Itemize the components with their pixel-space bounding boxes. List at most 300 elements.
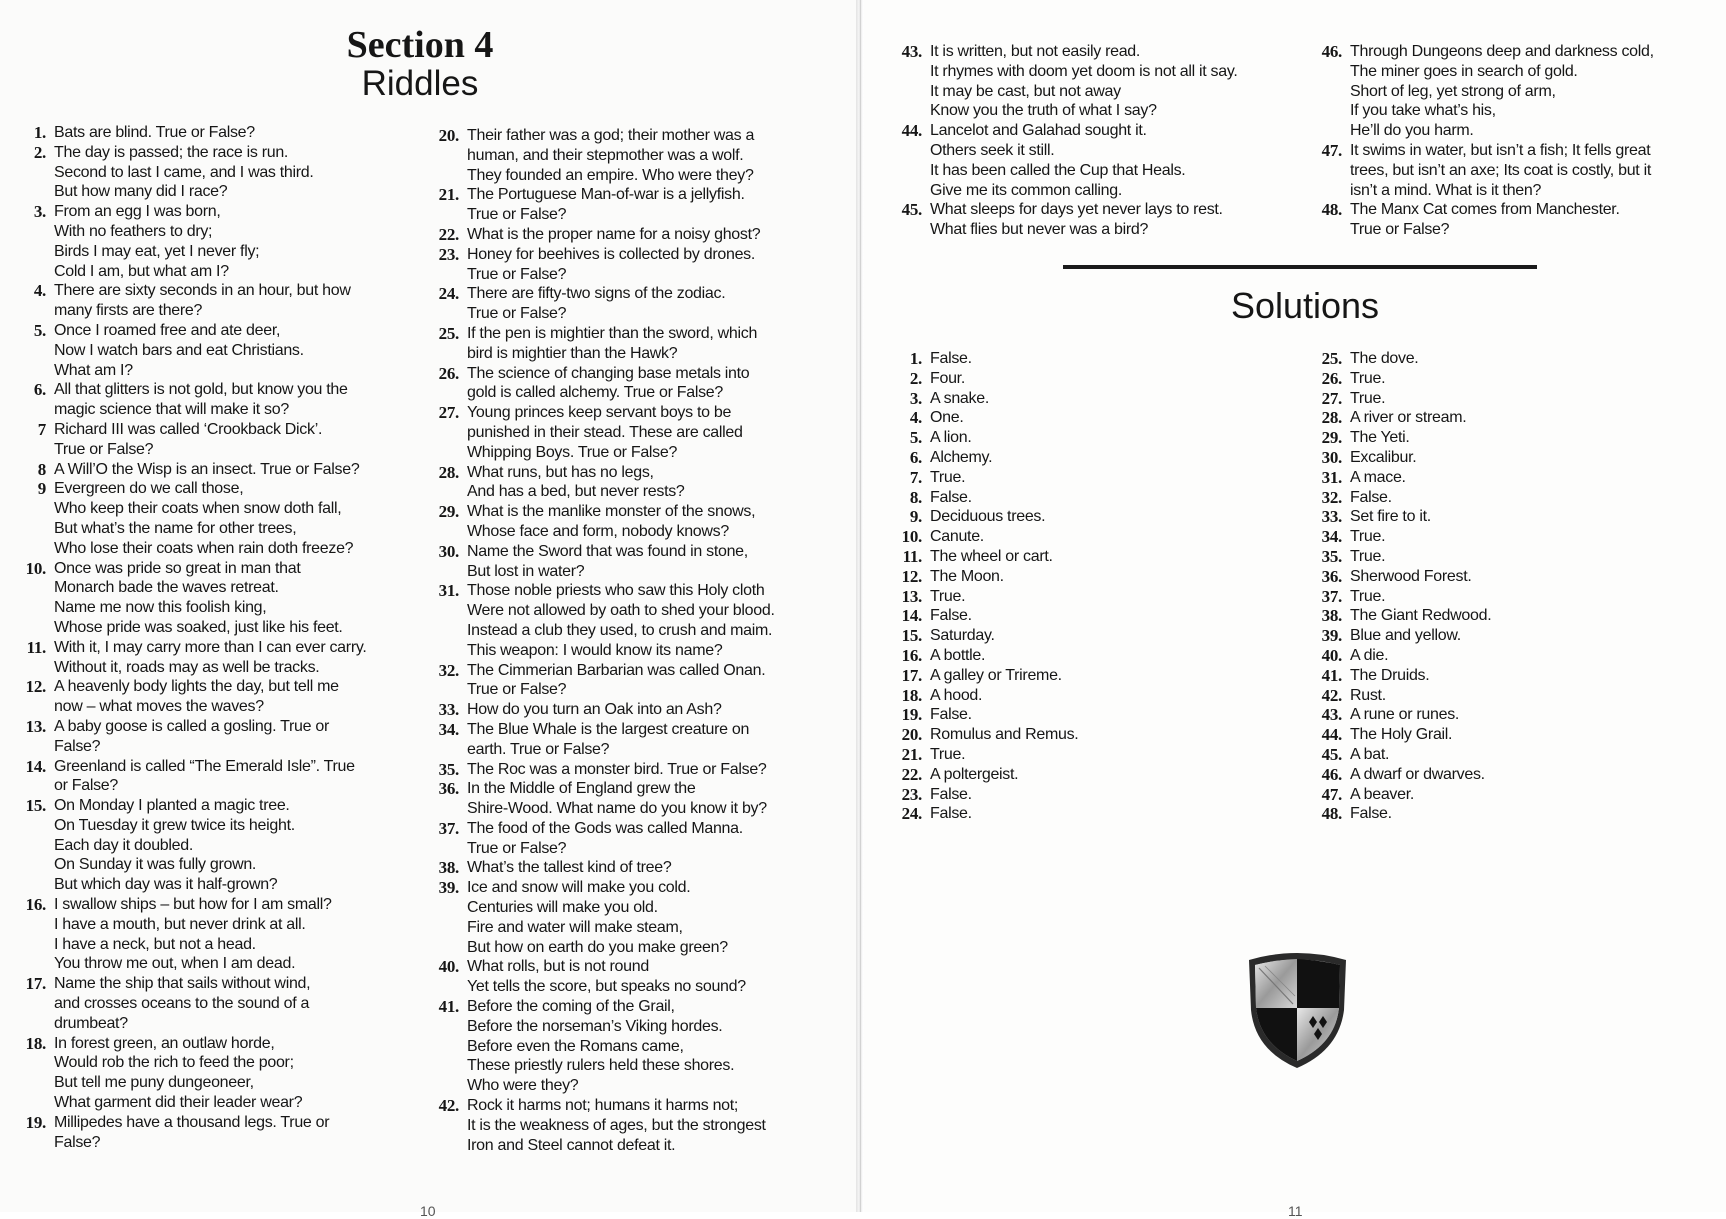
solution-number: 43. bbox=[1321, 705, 1342, 725]
solution-item bbox=[1306, 408, 1606, 428]
solution-number: 31. bbox=[1321, 467, 1342, 487]
solution-item bbox=[1306, 804, 1606, 824]
solution-text: True. bbox=[1350, 369, 1386, 387]
solution-number: 25. bbox=[1321, 349, 1342, 368]
solution-number: 13. bbox=[901, 586, 922, 606]
riddle-item bbox=[1306, 42, 1706, 141]
solution-text: The Druids. bbox=[1350, 666, 1430, 684]
section-title: Section 4 bbox=[346, 24, 494, 66]
solution-number: 23. bbox=[901, 784, 922, 804]
solution-number: 8. bbox=[909, 487, 922, 507]
solution-number: 32. bbox=[1321, 487, 1342, 507]
solution-item bbox=[886, 507, 1186, 527]
solution-text: A die. bbox=[1350, 646, 1389, 664]
riddle-item bbox=[425, 225, 825, 245]
riddle-number: 1. bbox=[33, 123, 46, 142]
riddle-number: 41. bbox=[438, 997, 459, 1017]
riddle-text: Richard III was called ‘Crookback Dick’. True or False? bbox=[54, 420, 323, 458]
riddle-item bbox=[425, 126, 825, 185]
solution-number: 4. bbox=[909, 408, 922, 428]
solution-item bbox=[886, 369, 1186, 389]
solution-number: 18. bbox=[901, 685, 922, 705]
riddle-text: Name the Sword that was found in stone, But lost in water? bbox=[467, 542, 748, 580]
riddle-text: Millipedes have a thousand legs. True or False? bbox=[54, 1113, 330, 1151]
solution-number: 41. bbox=[1321, 665, 1342, 685]
solution-text: Romulus and Remus. bbox=[930, 726, 1079, 744]
solution-text: One. bbox=[930, 409, 964, 427]
riddle-item bbox=[1306, 200, 1706, 240]
solution-item bbox=[886, 488, 1186, 508]
riddle-text: Once was pride so great in man that Monarch bade the waves retreat. Name me now this foolish king, Whose pride was soaked, just like his feet. bbox=[54, 559, 343, 636]
solution-item bbox=[886, 745, 1186, 765]
solution-item bbox=[1306, 527, 1606, 547]
riddle-item bbox=[425, 463, 825, 503]
solution-number: 3. bbox=[909, 388, 922, 408]
solution-number: 22. bbox=[901, 764, 922, 784]
riddle-number: 3. bbox=[33, 202, 46, 222]
riddle-number: 23. bbox=[438, 244, 459, 264]
solution-text: True. bbox=[930, 745, 966, 763]
riddle-number: 25. bbox=[438, 323, 459, 343]
riddles-column-4 bbox=[1306, 42, 1706, 240]
solution-number: 33. bbox=[1321, 507, 1342, 527]
solution-text: True. bbox=[1350, 528, 1386, 546]
solution-number: 10. bbox=[901, 527, 922, 547]
solution-item bbox=[886, 626, 1186, 646]
solution-item bbox=[886, 468, 1186, 488]
riddle-item bbox=[886, 42, 1276, 121]
solution-text: Alchemy. bbox=[930, 448, 993, 466]
solution-number: 35. bbox=[1321, 546, 1342, 566]
riddle-item bbox=[425, 997, 825, 1096]
page-number-left: 10 bbox=[420, 1203, 436, 1219]
solution-text: A snake. bbox=[930, 389, 989, 407]
solution-item bbox=[1306, 725, 1606, 745]
riddle-text: All that glitters is not gold, but know you the magic science that will make it so? bbox=[54, 381, 348, 419]
riddles-column-1 bbox=[12, 123, 392, 1152]
riddle-number: 18. bbox=[25, 1033, 46, 1053]
solution-text: Rust. bbox=[1350, 686, 1386, 704]
riddle-text: A heavenly body lights the day, but tell me now – what moves the waves? bbox=[54, 678, 339, 716]
solution-number: 5. bbox=[909, 428, 922, 448]
solution-text: A rune or runes. bbox=[1350, 706, 1460, 724]
riddle-number: 45. bbox=[901, 200, 922, 220]
riddle-number: 16. bbox=[25, 895, 46, 915]
solution-text: Sherwood Forest. bbox=[1350, 567, 1472, 585]
riddle-item bbox=[425, 284, 825, 324]
riddle-item bbox=[12, 677, 392, 717]
riddle-item bbox=[12, 321, 392, 380]
riddle-text: Honey for beehives is collected by drones. True or False? bbox=[467, 245, 756, 283]
riddle-text: How do you turn an Oak into an Ash? bbox=[467, 701, 722, 719]
solution-item bbox=[886, 408, 1186, 428]
riddle-text: What’s the tallest kind of tree? bbox=[467, 859, 672, 877]
solution-text: A poltergeist. bbox=[930, 765, 1019, 783]
solution-text: False. bbox=[930, 350, 972, 367]
solution-text: A hood. bbox=[930, 686, 983, 704]
riddle-text: Ice and snow will make you cold. Centuries will make you old. Fire and water will make steam, But how on earth do you make green? bbox=[467, 879, 728, 956]
solution-text: True. bbox=[1350, 389, 1386, 407]
solution-item bbox=[1306, 389, 1606, 409]
riddle-text: What sleeps for days yet never lays to rest. What flies but never was a bird? bbox=[930, 201, 1223, 239]
heraldic-shield-icon bbox=[1245, 950, 1350, 1070]
riddle-text: Lancelot and Galahad sought it. Others seek it still. It has been called the Cup that Heals. Give me its common calling. bbox=[930, 122, 1186, 199]
solution-item bbox=[886, 527, 1186, 547]
riddle-item bbox=[12, 559, 392, 638]
riddle-item bbox=[425, 403, 825, 462]
solution-text: A bottle. bbox=[930, 646, 986, 664]
riddle-item bbox=[12, 281, 392, 321]
riddle-text: On Monday I planted a magic tree. On Tuesday it grew twice its height. Each day it doubled. On Sunday it was fully grown. But which day was it half-grown? bbox=[54, 797, 295, 894]
solution-item bbox=[886, 448, 1186, 468]
riddle-item bbox=[425, 957, 825, 997]
solutions-column-1 bbox=[886, 349, 1186, 824]
riddle-text: In the Middle of England grew the Shire-Wood. What name do you know it by? bbox=[467, 780, 767, 818]
riddle-item bbox=[425, 364, 825, 404]
solution-text: Deciduous trees. bbox=[930, 508, 1046, 526]
solution-item bbox=[1306, 587, 1606, 607]
solution-text: False. bbox=[930, 488, 972, 506]
riddle-number: 28. bbox=[438, 462, 459, 482]
riddle-number: 7 bbox=[37, 419, 46, 439]
riddle-number: 47. bbox=[1321, 140, 1342, 160]
solution-number: 47. bbox=[1321, 784, 1342, 804]
riddle-item bbox=[425, 760, 825, 780]
solution-item bbox=[886, 785, 1186, 805]
solution-item bbox=[1306, 705, 1606, 725]
solution-item bbox=[886, 567, 1186, 587]
solution-text: A mace. bbox=[1350, 468, 1406, 486]
solution-number: 24. bbox=[901, 804, 922, 824]
solution-text: True. bbox=[930, 468, 966, 486]
riddle-text: What is the proper name for a noisy ghost? bbox=[467, 225, 761, 243]
riddle-number: 27. bbox=[438, 403, 459, 423]
solution-item bbox=[886, 646, 1186, 666]
solution-text: True. bbox=[1350, 547, 1386, 565]
riddle-item bbox=[12, 796, 392, 895]
riddle-number: 31. bbox=[438, 581, 459, 601]
riddle-text: Evergreen do we call those, Who keep their coats when snow doth fall, But what’s the name for other trees, Who lose their coats when rain doth freeze? bbox=[54, 480, 354, 557]
riddle-number: 9 bbox=[37, 479, 46, 499]
solution-number: 28. bbox=[1321, 408, 1342, 428]
riddle-text: Before the coming of the Grail, Before the norseman’s Viking hordes. Before even the Romans came, These priestly rulers held these shores. Who were they? bbox=[467, 998, 735, 1095]
solution-text: The Yeti. bbox=[1350, 429, 1410, 447]
riddle-text: The Blue Whale is the largest creature on earth. True or False? bbox=[467, 720, 750, 758]
solution-item bbox=[1306, 666, 1606, 686]
riddle-item bbox=[12, 143, 392, 202]
riddle-item bbox=[425, 245, 825, 285]
riddle-text: Young princes keep servant boys to be punished in their stead. These are called Whipping Boys. True or False? bbox=[467, 404, 743, 461]
riddle-number: 5. bbox=[33, 320, 46, 340]
riddle-number: 17. bbox=[25, 974, 46, 994]
solution-number: 2. bbox=[909, 368, 922, 388]
solution-number: 37. bbox=[1321, 586, 1342, 606]
riddle-number: 21. bbox=[438, 185, 459, 205]
solution-item bbox=[886, 765, 1186, 785]
solution-text: The dove. bbox=[1350, 350, 1419, 367]
riddle-number: 20. bbox=[438, 126, 459, 145]
riddle-number: 39. bbox=[438, 878, 459, 898]
solution-text: False. bbox=[930, 706, 972, 724]
riddle-text: It swims in water, but isn’t a fish; It fells great trees, but isn’t an axe; Its coat is costly, but it isn’t a mind. What is it then? bbox=[1350, 141, 1651, 199]
solution-text: False. bbox=[1350, 805, 1392, 823]
riddle-text: The food of the Gods was called Manna. True or False? bbox=[467, 819, 743, 857]
riddle-number: 10. bbox=[25, 558, 46, 578]
riddle-text: Their father was a god; their mother was a human, and their stepmother was a wolf. They founded an empire. Who were they? bbox=[467, 127, 755, 184]
solution-text: False. bbox=[930, 607, 972, 625]
riddle-item bbox=[425, 185, 825, 225]
riddles-column-2 bbox=[425, 126, 825, 1155]
solution-text: A river or stream. bbox=[1350, 409, 1467, 427]
solution-number: 30. bbox=[1321, 447, 1342, 467]
riddle-text: Through Dungeons deep and darkness cold, The miner goes in search of gold. Short of leg, yet strong of arm, If you take what’s his, He’ll do you harm. bbox=[1350, 43, 1654, 140]
solution-item bbox=[1306, 448, 1606, 468]
solution-item bbox=[1306, 428, 1606, 448]
riddle-text: In forest green, an outlaw horde, Would rob the rich to feed the poor; But tell me puny dungeoneer, What garment did their leader wear? bbox=[54, 1034, 303, 1112]
riddle-number: 43. bbox=[901, 42, 922, 61]
solution-text: Canute. bbox=[930, 528, 984, 546]
riddle-item bbox=[12, 1034, 392, 1113]
riddle-number: 13. bbox=[25, 716, 46, 736]
riddle-number: 8 bbox=[37, 459, 46, 479]
riddle-number: 46. bbox=[1321, 42, 1342, 61]
riddle-text: From an egg I was born, With no feathers to dry; Birds I may eat, yet I never fly; Cold I am, but what am I? bbox=[54, 203, 260, 280]
riddle-number: 4. bbox=[33, 281, 46, 301]
solution-number: 16. bbox=[901, 645, 922, 665]
solution-item bbox=[1306, 686, 1606, 706]
riddle-item bbox=[12, 420, 392, 460]
solution-item bbox=[886, 606, 1186, 626]
solution-number: 1. bbox=[909, 349, 922, 368]
riddle-number: 19. bbox=[25, 1112, 46, 1132]
riddle-text: If the pen is mightier than the sword, which bird is mightier than the Hawk? bbox=[467, 324, 758, 362]
riddle-item bbox=[12, 717, 392, 757]
riddle-item bbox=[425, 661, 825, 701]
riddle-number: 35. bbox=[438, 759, 459, 779]
solution-text: A beaver. bbox=[1350, 785, 1415, 803]
solution-text: False. bbox=[1350, 488, 1392, 506]
riddle-number: 6. bbox=[33, 380, 46, 400]
section-subtitle: Riddles bbox=[361, 64, 479, 103]
solution-item bbox=[886, 804, 1186, 824]
solution-item bbox=[886, 705, 1186, 725]
solution-text: Excalibur. bbox=[1350, 448, 1417, 466]
riddle-item bbox=[12, 757, 392, 797]
riddle-text: What is the manlike monster of the snows, Whose face and form, nobody knows? bbox=[467, 503, 756, 540]
solution-item bbox=[1306, 626, 1606, 646]
riddle-item bbox=[886, 200, 1276, 240]
solution-item bbox=[886, 587, 1186, 607]
riddle-number: 29. bbox=[438, 502, 459, 522]
riddle-number: 32. bbox=[438, 660, 459, 680]
solution-number: 21. bbox=[901, 744, 922, 764]
solution-text: A lion. bbox=[930, 429, 972, 447]
solution-number: 14. bbox=[901, 606, 922, 626]
riddle-item bbox=[12, 202, 392, 281]
riddle-number: 34. bbox=[438, 719, 459, 739]
solution-number: 36. bbox=[1321, 566, 1342, 586]
solution-item bbox=[886, 389, 1186, 409]
solution-text: The Moon. bbox=[930, 567, 1004, 585]
solution-number: 40. bbox=[1321, 645, 1342, 665]
riddle-text: Name the ship that sails without wind, and crosses oceans to the sound of a drumbeat? bbox=[54, 975, 311, 1032]
solution-number: 7. bbox=[909, 467, 922, 487]
solution-text: Blue and yellow. bbox=[1350, 627, 1461, 645]
riddle-item bbox=[425, 779, 825, 819]
riddle-number: 37. bbox=[438, 818, 459, 838]
solution-text: A dwarf or dwarves. bbox=[1350, 765, 1485, 783]
riddle-item bbox=[425, 819, 825, 859]
riddle-number: 22. bbox=[438, 224, 459, 244]
solution-number: 34. bbox=[1321, 527, 1342, 547]
riddle-item bbox=[12, 895, 392, 974]
solution-text: Set fire to it. bbox=[1350, 508, 1431, 526]
solution-number: 38. bbox=[1321, 606, 1342, 626]
riddle-number: 38. bbox=[438, 858, 459, 878]
solution-item bbox=[1306, 606, 1606, 626]
riddle-text: A baby goose is called a gosling. True or False? bbox=[54, 717, 329, 755]
solution-number: 44. bbox=[1321, 725, 1342, 745]
book-gutter bbox=[856, 0, 864, 1212]
solution-number: 9. bbox=[909, 507, 922, 527]
solution-text: Four. bbox=[930, 369, 965, 387]
riddle-item bbox=[12, 460, 392, 480]
solution-text: True. bbox=[1350, 587, 1386, 605]
riddle-text: Greenland is called “The Emerald Isle”. True or False? bbox=[54, 757, 355, 795]
riddle-text: The Cimmerian Barbarian was called Onan. True or False? bbox=[467, 661, 766, 699]
riddle-number: 11. bbox=[26, 637, 46, 657]
riddle-item bbox=[425, 878, 825, 957]
riddle-item bbox=[425, 581, 825, 660]
riddle-text: The Manx Cat comes from Manchester. True or False? bbox=[1350, 201, 1620, 239]
solution-item bbox=[1306, 369, 1606, 389]
riddle-text: What runs, but has no legs, And has a bed, but never rests? bbox=[467, 463, 685, 501]
solution-number: 15. bbox=[901, 626, 922, 646]
riddle-item bbox=[425, 542, 825, 582]
riddle-item bbox=[1306, 141, 1706, 200]
riddle-number: 33. bbox=[438, 700, 459, 720]
riddle-item bbox=[425, 858, 825, 878]
riddle-text: Bats are blind. True or False? bbox=[54, 124, 255, 141]
solution-number: 6. bbox=[909, 447, 922, 467]
solution-item bbox=[1306, 646, 1606, 666]
solution-item bbox=[886, 666, 1186, 686]
solution-text: False. bbox=[930, 805, 972, 823]
solutions-column-2 bbox=[1306, 349, 1606, 824]
riddle-item bbox=[12, 123, 392, 143]
riddle-number: 26. bbox=[438, 363, 459, 383]
solution-item bbox=[1306, 567, 1606, 587]
solution-number: 48. bbox=[1321, 804, 1342, 824]
riddle-item bbox=[425, 502, 825, 542]
page-number-right: 11 bbox=[1288, 1203, 1303, 1219]
solution-item bbox=[1306, 468, 1606, 488]
riddle-number: 15. bbox=[25, 796, 46, 816]
riddle-item bbox=[12, 1113, 392, 1153]
solution-number: 11. bbox=[902, 546, 922, 566]
solution-number: 20. bbox=[901, 725, 922, 745]
riddle-item bbox=[886, 121, 1276, 200]
riddle-number: 14. bbox=[25, 756, 46, 776]
riddle-text: It is written, but not easily read. It rhymes with doom yet doom is not all it say. It may be cast, but not away Know you the truth of what I say? bbox=[930, 43, 1238, 120]
solution-number: 19. bbox=[901, 705, 922, 725]
solution-item bbox=[1306, 547, 1606, 567]
riddle-text: Rock it harms not; humans it harms not; It is the weakness of ages, but the strongest Iron and Steel cannot defeat it. bbox=[467, 1097, 766, 1154]
riddle-text: The Portuguese Man-of-war is a jellyfish. True or False? bbox=[467, 186, 745, 224]
solution-text: Saturday. bbox=[930, 627, 995, 645]
riddle-number: 2. bbox=[33, 142, 46, 162]
riddle-item bbox=[12, 638, 392, 678]
riddle-text: I swallow ships – but how for I am small? I have a mouth, but never drink at all. I have a neck, but not a head. You throw me out, when I am dead. bbox=[54, 896, 332, 973]
riddle-text: The Roc was a monster bird. True or False? bbox=[467, 760, 767, 778]
riddle-item bbox=[12, 380, 392, 420]
riddle-item bbox=[425, 1096, 825, 1155]
riddle-text: What rolls, but is not round Yet tells the score, but speaks no sound? bbox=[467, 958, 746, 996]
riddle-text: There are sixty seconds in an hour, but how many firsts are there? bbox=[54, 282, 351, 320]
solution-text: The Holy Grail. bbox=[1350, 726, 1453, 744]
section-divider-rule bbox=[1063, 265, 1537, 269]
riddle-item bbox=[425, 324, 825, 364]
solution-item bbox=[886, 725, 1186, 745]
solution-number: 45. bbox=[1321, 744, 1342, 764]
riddle-text: With it, I may carry more than I can ever carry. Without it, roads may as well be tracks. bbox=[54, 638, 367, 676]
riddles-column-3 bbox=[886, 42, 1276, 240]
solution-item bbox=[1306, 507, 1606, 527]
solution-text: True. bbox=[930, 587, 966, 605]
riddle-item bbox=[425, 700, 825, 720]
solution-item bbox=[1306, 745, 1606, 765]
solution-number: 42. bbox=[1321, 685, 1342, 705]
riddle-text: A Will’O the Wisp is an insect. True or False? bbox=[54, 460, 360, 478]
solution-number: 27. bbox=[1321, 388, 1342, 408]
solution-text: The Giant Redwood. bbox=[1350, 607, 1492, 625]
riddle-number: 12. bbox=[25, 677, 46, 697]
riddle-text: Once I roamed free and ate deer, Now I watch bars and eat Christians. What am I? bbox=[54, 321, 304, 379]
riddle-number: 44. bbox=[901, 121, 922, 141]
solution-item bbox=[886, 686, 1186, 706]
solution-text: A bat. bbox=[1350, 745, 1390, 763]
solution-number: 26. bbox=[1321, 368, 1342, 388]
solutions-title: Solutions bbox=[1230, 285, 1380, 326]
riddle-number: 24. bbox=[438, 284, 459, 304]
riddle-item bbox=[425, 720, 825, 760]
riddle-number: 36. bbox=[438, 779, 459, 799]
solution-item bbox=[1306, 349, 1606, 369]
riddle-text: There are fifty-two signs of the zodiac. True or False? bbox=[467, 285, 726, 323]
solution-text: The wheel or cart. bbox=[930, 547, 1053, 565]
riddle-number: 40. bbox=[438, 957, 459, 977]
solution-text: A galley or Trireme. bbox=[930, 666, 1062, 684]
solution-number: 12. bbox=[901, 566, 922, 586]
solution-item bbox=[886, 428, 1186, 448]
solution-number: 46. bbox=[1321, 764, 1342, 784]
solution-item bbox=[1306, 765, 1606, 785]
solution-item bbox=[1306, 488, 1606, 508]
riddle-text: Those noble priests who saw this Holy cloth Were not allowed by oath to shed your blood. Instead a club they used, to crush and maim. This weapon: I would know its name? bbox=[467, 582, 775, 659]
solution-item bbox=[886, 349, 1186, 369]
solution-item bbox=[1306, 785, 1606, 805]
riddle-item bbox=[12, 974, 392, 1033]
riddle-number: 48. bbox=[1321, 200, 1342, 220]
solution-number: 17. bbox=[901, 665, 922, 685]
solution-text: False. bbox=[930, 785, 972, 803]
solution-number: 39. bbox=[1321, 626, 1342, 646]
riddle-number: 42. bbox=[438, 1096, 459, 1116]
riddle-text: The science of changing base metals into gold is called alchemy. True or False? bbox=[467, 364, 750, 402]
solution-number: 29. bbox=[1321, 428, 1342, 448]
riddle-text: The day is passed; the race is run. Second to last I came, and I was third. But how many did I race? bbox=[54, 143, 314, 201]
solution-item bbox=[886, 547, 1186, 567]
